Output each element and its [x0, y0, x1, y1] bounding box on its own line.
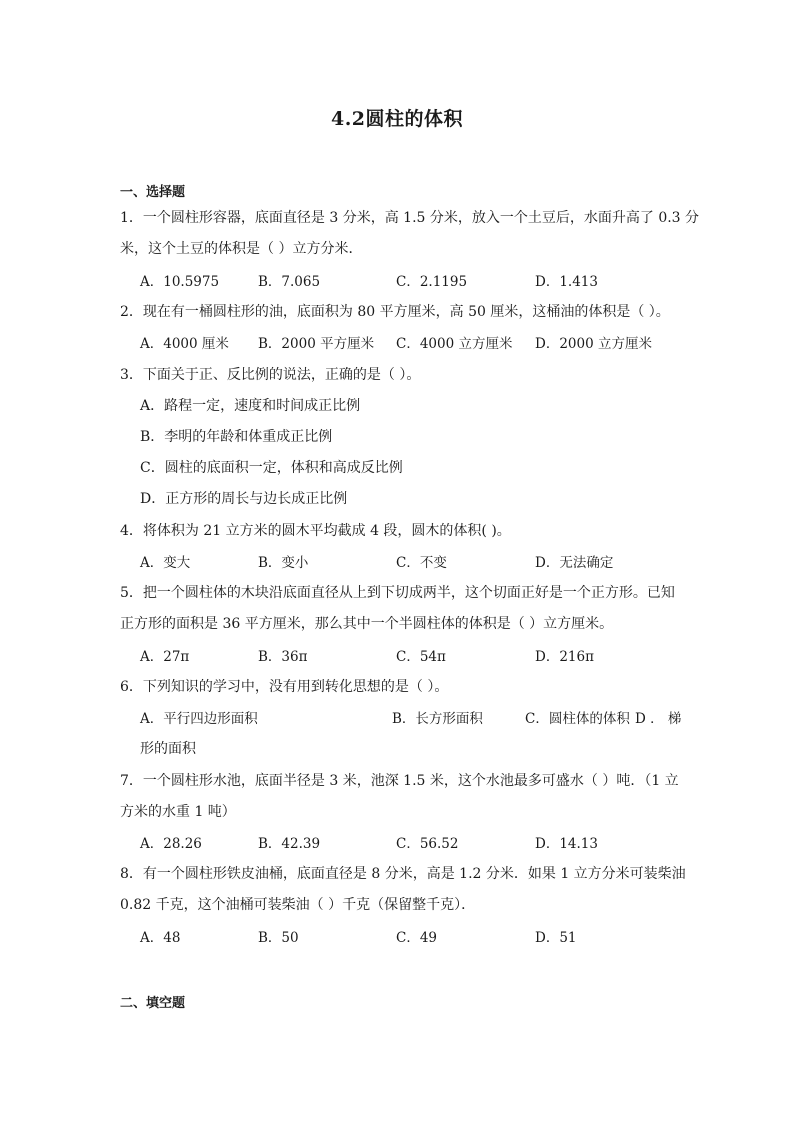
question-6-option-d-wrap: 形的面积	[140, 741, 196, 757]
option-d[interactable]: D．216π	[535, 649, 594, 665]
section-heading-fill: 二、填空题	[120, 996, 186, 1011]
option-b[interactable]: B．42.39	[258, 836, 321, 852]
option-b[interactable]: B．变小	[258, 555, 309, 571]
question-5-line-1: 5．把一个圆柱体的木块沿底面直径从上到下切成两半，这个切面正好是一个正方形。已知	[120, 585, 675, 601]
option-d[interactable]: D．14.13	[535, 836, 598, 852]
option-a[interactable]: A．28.26	[140, 836, 202, 852]
question-1-line-2: 米，这个土豆的体积是（ ）立方分米．	[120, 241, 363, 257]
option-d[interactable]: D．无法确定	[535, 555, 614, 571]
option-b[interactable]: B．长方形面积	[392, 711, 483, 727]
question-4-line-1: 4．将体积为 21 立方米的圆木平均截成 4 段，圆木的体积( )。	[120, 523, 511, 539]
question-3-line-1: 3．下面关于正、反比例的说法，正确的是（ ）。	[120, 367, 421, 383]
question-3-option-b[interactable]: B．李明的年龄和体重成正比例	[140, 429, 333, 445]
question-7-line-2: 方米的水重 1 吨）	[120, 804, 236, 820]
question-8-line-2: 0.82 千克，这个油桶可装柴油（ ）千克（保留整千克）．	[120, 897, 476, 913]
question-3-option-a[interactable]: A．路程一定，速度和时间成正比例	[140, 398, 361, 414]
option-d[interactable]: D．51	[535, 930, 577, 946]
question-7-line-1: 7．一个圆柱形水池，底面半径是 3 米，池深 1.5 米，这个水池最多可盛水（ ）吨．（1 立	[120, 773, 679, 789]
option-a[interactable]: A．27π	[140, 649, 190, 665]
option-d[interactable]: D ． 梯	[635, 711, 682, 727]
option-d[interactable]: D．1.413	[535, 274, 598, 290]
question-3-option-c[interactable]: C．圆柱的底面积一定，体积和高成反比例	[140, 460, 403, 476]
option-a[interactable]: A．4000 厘米	[140, 336, 229, 352]
option-c[interactable]: C．54π	[396, 649, 446, 665]
option-b[interactable]: B．7.065	[258, 274, 321, 290]
question-5-line-2: 正方形的面积是 36 平方厘米，那么其中一个半圆柱体的体积是（ ）立方厘米。	[120, 616, 614, 632]
option-c[interactable]: C．圆柱体的体积	[525, 711, 630, 727]
question-6-line-1: 6．下列知识的学习中，没有用到转化思想的是（ ）。	[120, 679, 449, 695]
option-d[interactable]: D．2000 立方厘米	[535, 336, 652, 352]
option-a[interactable]: A．变大	[140, 555, 191, 571]
option-b[interactable]: B．50	[258, 930, 299, 946]
option-a[interactable]: A．平行四边形面积	[140, 711, 258, 727]
option-c[interactable]: C．56.52	[396, 836, 459, 852]
page-title: 4.2圆柱的体积	[330, 108, 464, 130]
option-a[interactable]: A．10.5975	[140, 274, 220, 290]
option-b[interactable]: B．2000 平方厘米	[258, 336, 375, 352]
option-c[interactable]: C．4000 立方厘米	[396, 336, 513, 352]
option-b[interactable]: B．36π	[258, 649, 308, 665]
question-8-line-1: 8．有一个圆柱形铁皮油桶，底面直径是 8 分米，高是 1.2 分米．如果 1 立方分米可装柴油	[120, 866, 686, 882]
option-c[interactable]: C．49	[396, 930, 438, 946]
option-c[interactable]: C．2.1195	[396, 274, 468, 290]
question-3-option-d[interactable]: D．正方形的周长与边长成正比例	[140, 491, 348, 507]
option-a[interactable]: A．48	[140, 930, 181, 946]
question-1-line-1: 1．一个圆柱形容器，底面直径是 3 分米，高 1.5 分米，放入一个土豆后，水面升高了 0.3 分	[120, 210, 700, 226]
question-2-line-1: 2．现在有一桶圆柱形的油，底面积为 80 平方厘米，高 50 厘米，这桶油的体积是（ ）。	[120, 304, 670, 320]
option-c[interactable]: C．不变	[396, 555, 447, 571]
section-heading-choice: 一、选择题	[120, 185, 186, 200]
